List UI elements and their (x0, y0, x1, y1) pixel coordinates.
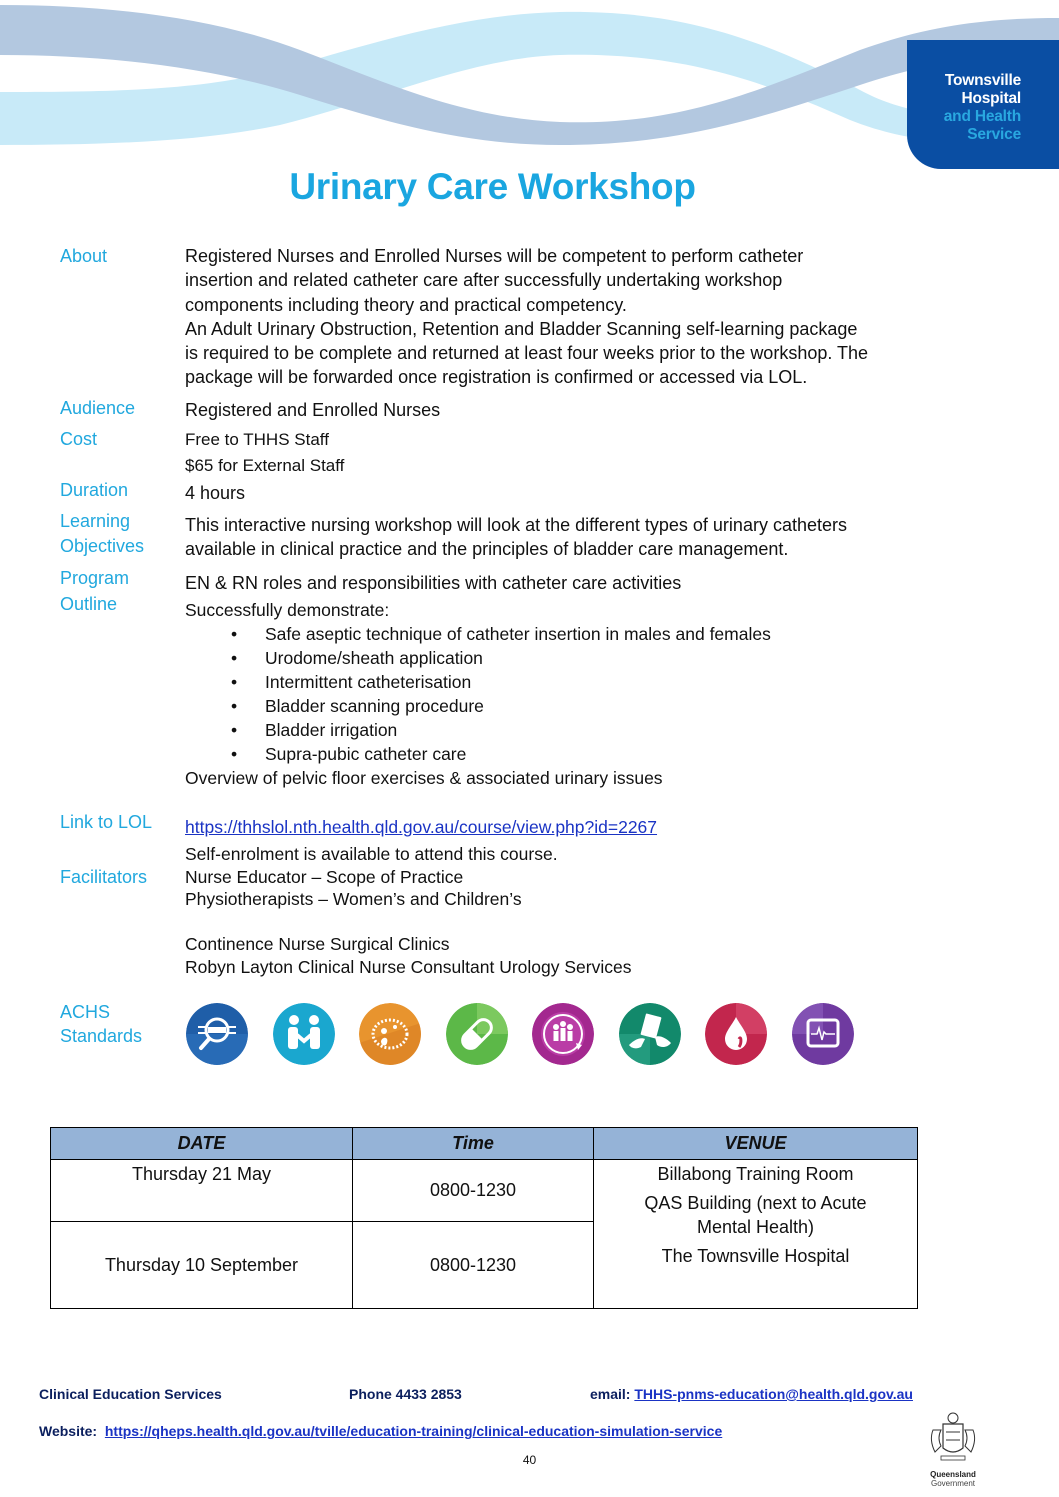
footer-website-row (39, 1423, 722, 1439)
facilitator-line: Physiotherapists – Women’s and Children’s (185, 889, 522, 909)
about-line: An Adult Urinary Obstruction, Retention and Bladder Scanning self-learning package (185, 318, 858, 339)
about-line: package will be forwarded once registration is confirmed or accessed via LOL. (185, 367, 808, 388)
venue-line: The Townsville Hospital (661, 1246, 850, 1266)
label-line: Program (60, 568, 130, 588)
gov-logo-line1: Queensland (930, 1470, 976, 1479)
label-line: Objectives (60, 536, 145, 556)
magnifier-governance-icon (186, 1003, 248, 1065)
table-row (51, 1160, 918, 1222)
footer-email-row (590, 1386, 913, 1402)
facilitator-line: Robyn Layton Clinical Nurse Consultant Urology Services (185, 956, 632, 977)
list-item: • Intermittent catheterisation (185, 670, 925, 694)
label-line: Outline (60, 594, 118, 614)
audience-label: Audience (60, 398, 136, 418)
column-header-date: DATE (51, 1128, 353, 1160)
schedule-table (50, 1127, 918, 1309)
cost-value (185, 427, 925, 479)
about-line: insertion and related catheter care after successfully undertaking workshop (185, 270, 783, 291)
objective-line: available in clinical practice and the principles of bladder care management. (185, 539, 789, 560)
gov-logo-line2: Government (930, 1479, 976, 1488)
page-number: 40 (522, 1453, 537, 1467)
objective-line: This interactive nursing workshop will look at the different types of urinary catheters (185, 515, 847, 535)
list-item: • Bladder scanning procedure (185, 694, 925, 718)
logo-line-service: Service (967, 126, 1021, 143)
facilitator-spacer (185, 911, 925, 934)
achs-standards-icons (186, 1003, 878, 1065)
footer-phone: Phone 4433 2853 (349, 1386, 462, 1402)
cost-line: Free to THHS Staff (185, 430, 329, 449)
audience-value: Registered and Enrolled Nurses (185, 400, 441, 420)
communicating-handover-icon (619, 1003, 681, 1065)
blood-drop-icon (705, 1003, 767, 1065)
logo-line-townsville: Townsville (944, 72, 1021, 89)
facilitators-label: Facilitators (60, 867, 148, 887)
list-item: • Supra-pubic catheter care (185, 742, 925, 766)
demo-list (185, 622, 925, 766)
label-line: Standards (60, 1026, 143, 1046)
deterioration-monitor-icon (792, 1003, 854, 1065)
facilitator-line: Nurse Educator – Scope of Practice (185, 866, 464, 887)
date-cell: Thursday 21 May (51, 1160, 353, 1222)
about-label: About (60, 246, 108, 266)
website-link[interactable]: https://qheps.health.qld.gov.au/tville/education-training/clinical-education-simulation-service (104, 1423, 723, 1439)
queensland-government-logo (923, 1410, 983, 1488)
program-outline-label (60, 565, 129, 617)
website-label: Website: (39, 1423, 98, 1439)
date-cell: Thursday 10 September (51, 1222, 353, 1309)
link-to-lol-label: Link to LOL (60, 812, 153, 832)
logo-line-hospital: Hospital (961, 90, 1021, 107)
list-item: • Bladder irrigation (185, 718, 925, 742)
cost-label: Cost (60, 429, 98, 449)
about-line: is required to be complete and returned at least four weeks prior to the workshop. The (185, 343, 869, 364)
program-outline-demo (185, 598, 925, 790)
demo-heading: Successfully demonstrate: (185, 600, 390, 620)
table-header-row (51, 1128, 918, 1160)
label-line: Learning (60, 511, 131, 531)
list-item: • Safe aseptic technique of catheter insertion in males and females (185, 622, 925, 646)
venue-line: Billabong Training Room (657, 1164, 854, 1184)
lol-course-link[interactable]: https://thhslol.nth.health.qld.gov.au/course/view.php?id=2267 (185, 817, 658, 837)
about-line: components including theory and practical competency. (185, 294, 627, 315)
comprehensive-care-icon (532, 1003, 594, 1065)
about-text (185, 244, 925, 390)
label-line: ACHS (60, 1002, 111, 1022)
medication-pill-icon (446, 1003, 508, 1065)
coat-of-arms-icon (923, 1410, 983, 1465)
logo-line-and-health: and Health (943, 108, 1021, 125)
cost-line: $65 for External Staff (185, 456, 345, 475)
email-label: email: (590, 1386, 631, 1402)
thhs-logo (907, 40, 1059, 169)
time-cell: 0800-1230 (353, 1222, 594, 1309)
program-outline-closing: Overview of pelvic floor exercises & associated urinary issues (185, 768, 663, 788)
self-enrolment-note: Self-enrolment is available to attend this course. (185, 844, 558, 864)
learning-objectives-text (185, 513, 925, 562)
email-link[interactable]: THHS-pnms-education@health.qld.gov.au (634, 1386, 913, 1402)
learning-objectives-label (60, 509, 144, 559)
about-line: Registered Nurses and Enrolled Nurses will be competent to perform catheter (185, 246, 804, 266)
achs-label (60, 1000, 142, 1048)
column-header-time: Time (353, 1128, 594, 1160)
list-item: • Urodome/sheath application (185, 646, 925, 670)
venue-line: QAS Building (next to Acute Mental Health) (644, 1193, 867, 1237)
page-title: Urinary Care Workshop (289, 166, 696, 207)
duration-value: 4 hours (185, 483, 246, 503)
lol-link-row (185, 815, 925, 839)
program-outline-intro: EN & RN roles and responsibilities with catheter care activities (185, 573, 682, 593)
venue-cell (594, 1160, 918, 1309)
duration-label: Duration (60, 480, 129, 500)
header-wave-banner (0, 0, 1059, 160)
footer-org: Clinical Education Services (39, 1386, 222, 1402)
infection-germ-icon (359, 1003, 421, 1065)
partnering-consumers-icon (273, 1003, 335, 1065)
facilitators-block (185, 843, 925, 978)
facilitator-line: Continence Nurse Surgical Clinics (185, 934, 450, 954)
column-header-venue: VENUE (594, 1128, 918, 1160)
time-cell: 0800-1230 (353, 1160, 594, 1222)
